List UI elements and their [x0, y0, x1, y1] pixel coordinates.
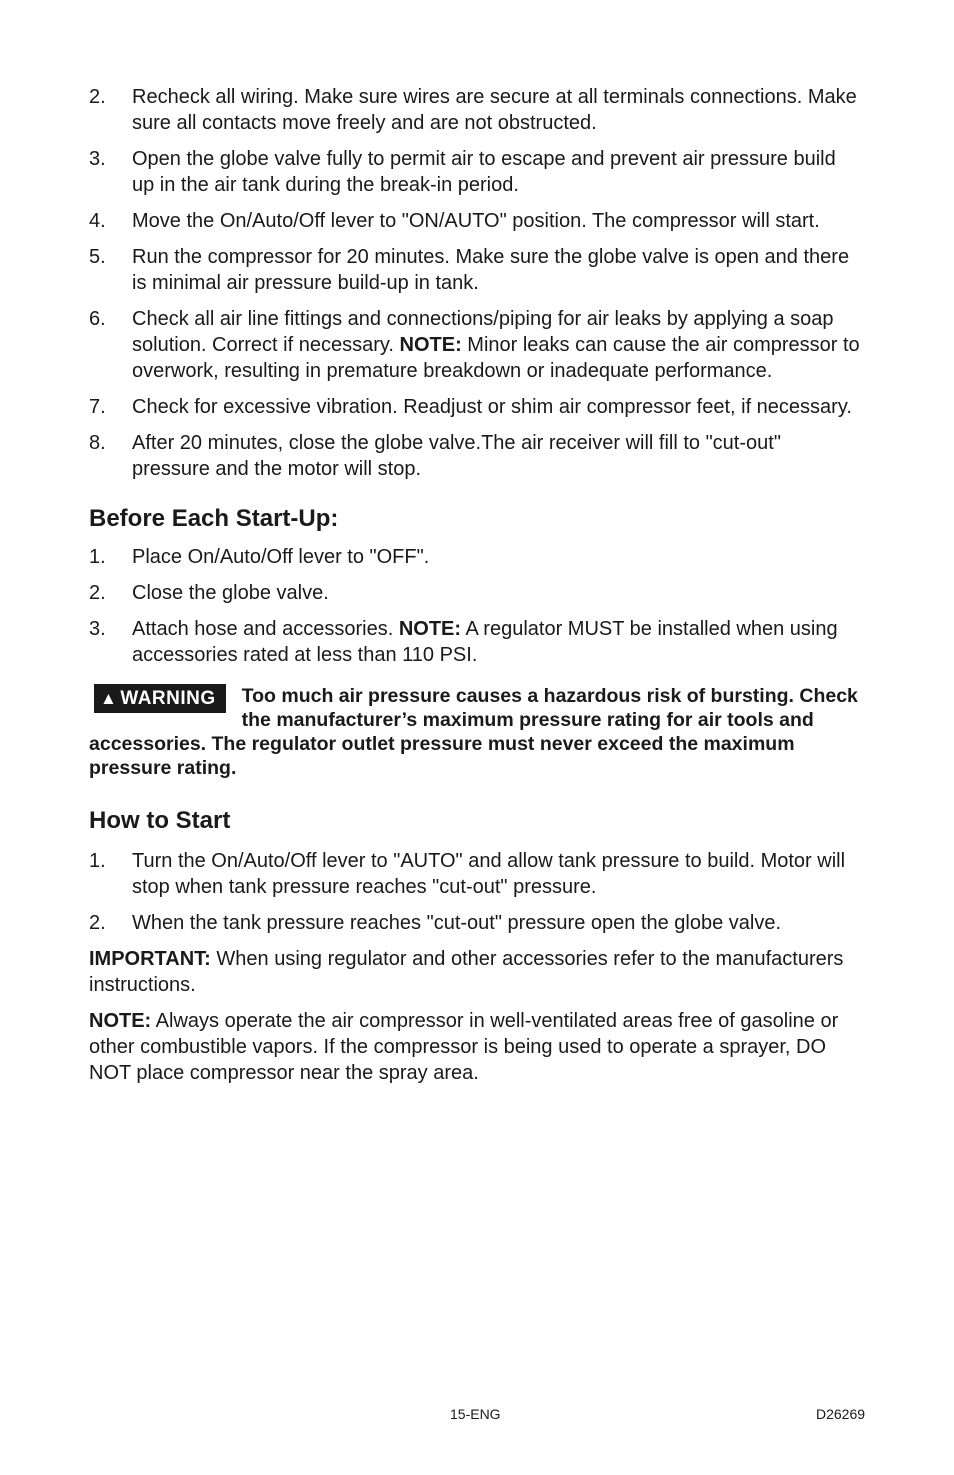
document-code: D26269 — [816, 1406, 866, 1422]
before-start-steps — [89, 544, 861, 668]
step-number: 7. — [89, 396, 106, 418]
warning-badge — [94, 684, 226, 713]
list-item — [89, 616, 861, 668]
step-text — [132, 306, 861, 384]
step-number: 2. — [89, 86, 106, 108]
warning-block — [89, 684, 861, 780]
note-label: NOTE: — [398, 618, 462, 640]
step-text: Recheck all wiring. Make sure wires are secure at all terminals connections. Make sure all contacts move freely and are not obstructed. — [132, 86, 857, 134]
note-text: Always operate the air compressor in well-ventilated areas free of gasoline or other combustible vapors. If the compressor is being used to operate a sprayer, DO NOT place compressor near the spray area. — [89, 1010, 839, 1084]
list-item — [89, 306, 861, 384]
section-heading-how-to-start: How to Start — [89, 807, 231, 834]
step-number: 3. — [89, 148, 106, 170]
list-item — [89, 580, 861, 606]
list-item — [89, 244, 861, 296]
step-number: 6. — [89, 308, 106, 330]
list-item — [89, 146, 861, 198]
warning-badge-label: WARNING — [120, 688, 216, 709]
list-item — [89, 848, 861, 900]
step-number: 1. — [89, 546, 106, 568]
page-number: 15-ENG — [450, 1406, 501, 1422]
list-item — [89, 910, 861, 936]
section-heading-before-start: Before Each Start-Up: — [89, 505, 339, 532]
step-text-before: Check all air line fittings and connections/piping for air leaks by applying a soap solution. Correct if necessary. — [132, 308, 834, 356]
list-item — [89, 430, 861, 482]
step-number: 2. — [89, 582, 106, 604]
important-paragraph — [89, 946, 861, 998]
step-text: Check for excessive vibration. Readjust or shim air compressor feet, if necessary. — [132, 396, 852, 418]
step-text — [132, 616, 861, 668]
step-text-after: Minor leaks can cause the air compressor to overwork, resulting in premature breakdown or inadequate performance. — [132, 334, 860, 382]
warning-triangle-icon: ▲ — [100, 689, 118, 708]
list-item — [89, 394, 861, 420]
list-item — [89, 208, 861, 234]
list-item — [89, 544, 861, 570]
step-text: Close the globe valve. — [132, 582, 329, 604]
step-text: When the tank pressure reaches "cut-out" pressure open the globe valve. — [132, 912, 782, 934]
step-text: Run the compressor for 20 minutes. Make sure the globe valve is open and there is minimal air pressure build-up in tank. — [132, 246, 850, 294]
note-label: NOTE: — [399, 334, 462, 356]
step-text: After 20 minutes, close the globe valve.The air receiver will fill to "cut-out" pressure and the motor will stop. — [132, 432, 781, 480]
step-number: 4. — [89, 210, 106, 232]
note-paragraph — [89, 1008, 861, 1086]
step-text: Open the globe valve fully to permit air to escape and prevent air pressure build up in the air tank during the break-in period. — [132, 148, 836, 196]
step-text: Move the On/Auto/Off lever to "ON/AUTO" position. The compressor will start. — [132, 210, 820, 232]
list-item — [89, 84, 861, 136]
warning-text: Too much air pressure causes a hazardous risk of bursting. Check the manufacturer’s maximum pressure rating for air tools and accessories. The regulator outlet pressure must never exceed the maximum pressure rating. — [89, 685, 858, 779]
step-text-before: Attach hose and accessories. — [132, 618, 399, 640]
step-text: Place On/Auto/Off lever to "OFF". — [132, 546, 430, 568]
step-number: 8. — [89, 432, 106, 454]
step-number: 3. — [89, 618, 106, 640]
manual-page — [89, 84, 861, 1096]
step-text: Turn the On/Auto/Off lever to "AUTO" and allow tank pressure to build. Motor will stop when tank pressure reaches "cut-out" pressure. — [132, 850, 846, 898]
important-label: IMPORTANT: — [89, 948, 211, 970]
step-number: 2. — [89, 912, 106, 934]
how-to-start-steps — [89, 848, 861, 936]
step-number: 5. — [89, 246, 106, 268]
important-text: When using regulator and other accessories refer to the manufacturers instructions. — [89, 948, 844, 996]
step-text-after: A regulator MUST be installed when using accessories rated at less than 110 PSI. — [132, 618, 838, 666]
step-number: 1. — [89, 850, 106, 872]
note-label: NOTE: — [89, 1010, 152, 1032]
break-in-steps — [89, 84, 861, 482]
